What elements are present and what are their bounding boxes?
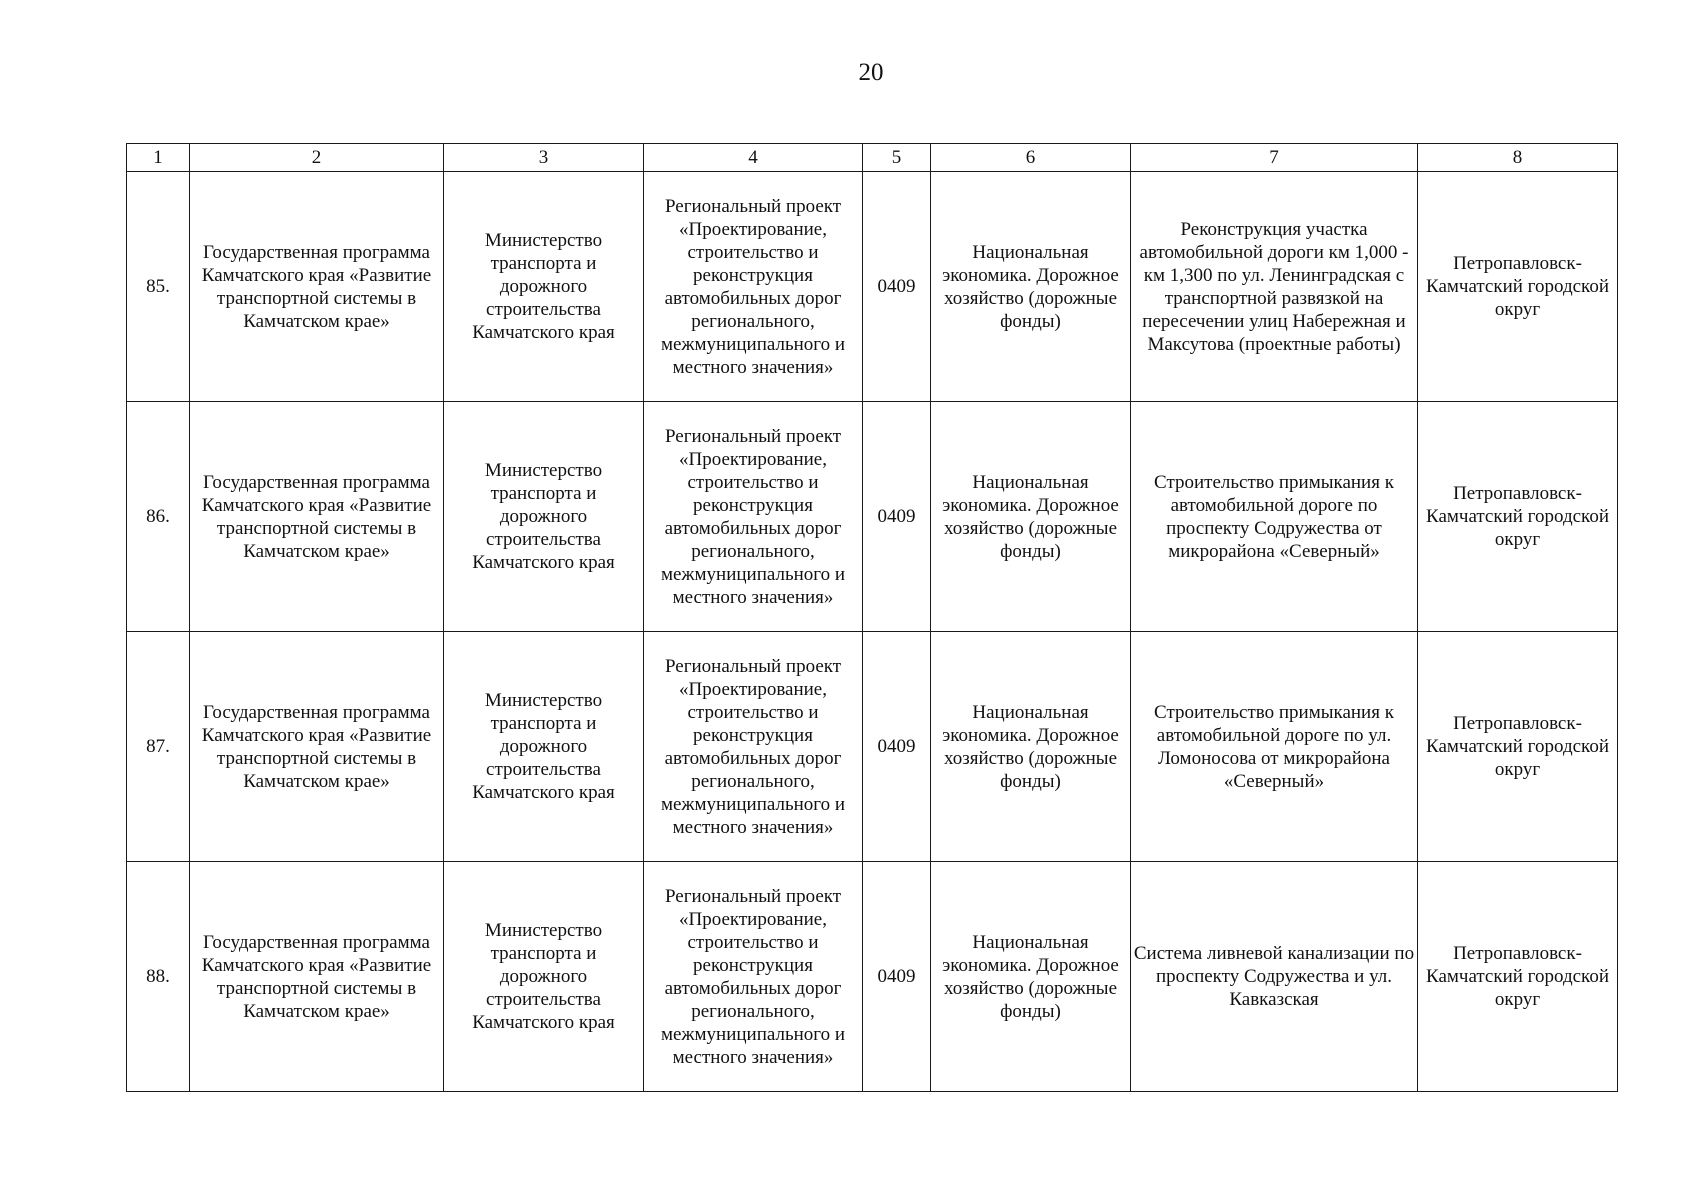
section-cell: Национальная экономика. Дорожное хозяйство (дорожные фонды) — [931, 862, 1131, 1092]
code-cell: 0409 — [863, 402, 931, 632]
section-cell: Национальная экономика. Дорожное хозяйство (дорожные фонды) — [931, 402, 1131, 632]
table-row — [127, 172, 1618, 402]
column-header: 5 — [863, 144, 931, 172]
object-cell: Строительство примыкания к автомобильной дороге по ул. Ломоносова от микрорайона «Северный» — [1131, 632, 1418, 862]
column-header: 6 — [931, 144, 1131, 172]
projects-table — [126, 143, 1618, 1092]
table-row — [127, 862, 1618, 1092]
agency-cell: Министерство транспорта и дорожного строительства Камчатского края — [444, 632, 644, 862]
column-header: 4 — [644, 144, 863, 172]
object-cell: Реконструкция участка автомобильной дороги км 1,000 - км 1,300 по ул. Ленинградская с транспортной развязкой на пересечении улиц Набережная и Максутова (проектные работы) — [1131, 172, 1418, 402]
code-cell: 0409 — [863, 172, 931, 402]
code-cell: 0409 — [863, 862, 931, 1092]
project-cell: Региональный проект «Проектирование, строительство и реконструкция автомобильных дорог регионального, межмуниципального и местного значения» — [644, 632, 863, 862]
project-cell: Региональный проект «Проектирование, строительство и реконструкция автомобильных дорог регионального, межмуниципального и местного значения» — [644, 172, 863, 402]
agency-cell: Министерство транспорта и дорожного строительства Камчатского края — [444, 862, 644, 1092]
program-cell: Государственная программа Камчатского края «Развитие транспортной системы в Камчатском крае» — [190, 632, 444, 862]
agency-cell: Министерство транспорта и дорожного строительства Камчатского края — [444, 402, 644, 632]
municipality-cell: Петропавловск-Камчатский городской округ — [1418, 862, 1618, 1092]
section-cell: Национальная экономика. Дорожное хозяйство (дорожные фонды) — [931, 632, 1131, 862]
program-cell: Государственная программа Камчатского края «Развитие транспортной системы в Камчатском крае» — [190, 402, 444, 632]
project-cell: Региональный проект «Проектирование, строительство и реконструкция автомобильных дорог регионального, межмуниципального и местного значения» — [644, 402, 863, 632]
object-cell: Система ливневой канализации по проспекту Содружества и ул. Кавказская — [1131, 862, 1418, 1092]
row-number: 88. — [127, 862, 190, 1092]
agency-cell: Министерство транспорта и дорожного строительства Камчатского края — [444, 172, 644, 402]
object-cell: Строительство примыкания к автомобильной дороге по проспекту Содружества от микрорайона «Северный» — [1131, 402, 1418, 632]
program-cell: Государственная программа Камчатского края «Развитие транспортной системы в Камчатском крае» — [190, 862, 444, 1092]
row-number: 86. — [127, 402, 190, 632]
municipality-cell: Петропавловск-Камчатский городской округ — [1418, 402, 1618, 632]
table-row — [127, 402, 1618, 632]
header-row — [127, 144, 1618, 172]
row-number: 87. — [127, 632, 190, 862]
row-number: 85. — [127, 172, 190, 402]
column-header: 3 — [444, 144, 644, 172]
project-cell: Региональный проект «Проектирование, строительство и реконструкция автомобильных дорог регионального, межмуниципального и местного значения» — [644, 862, 863, 1092]
municipality-cell: Петропавловск-Камчатский городской округ — [1418, 632, 1618, 862]
table-row — [127, 632, 1618, 862]
section-cell: Национальная экономика. Дорожное хозяйство (дорожные фонды) — [931, 172, 1131, 402]
column-header: 7 — [1131, 144, 1418, 172]
code-cell: 0409 — [863, 632, 931, 862]
column-header: 2 — [190, 144, 444, 172]
page-number: 20 — [858, 59, 884, 86]
municipality-cell: Петропавловск-Камчатский городской округ — [1418, 172, 1618, 402]
column-header: 1 — [127, 144, 190, 172]
column-header: 8 — [1418, 144, 1618, 172]
program-cell: Государственная программа Камчатского края «Развитие транспортной системы в Камчатском крае» — [190, 172, 444, 402]
